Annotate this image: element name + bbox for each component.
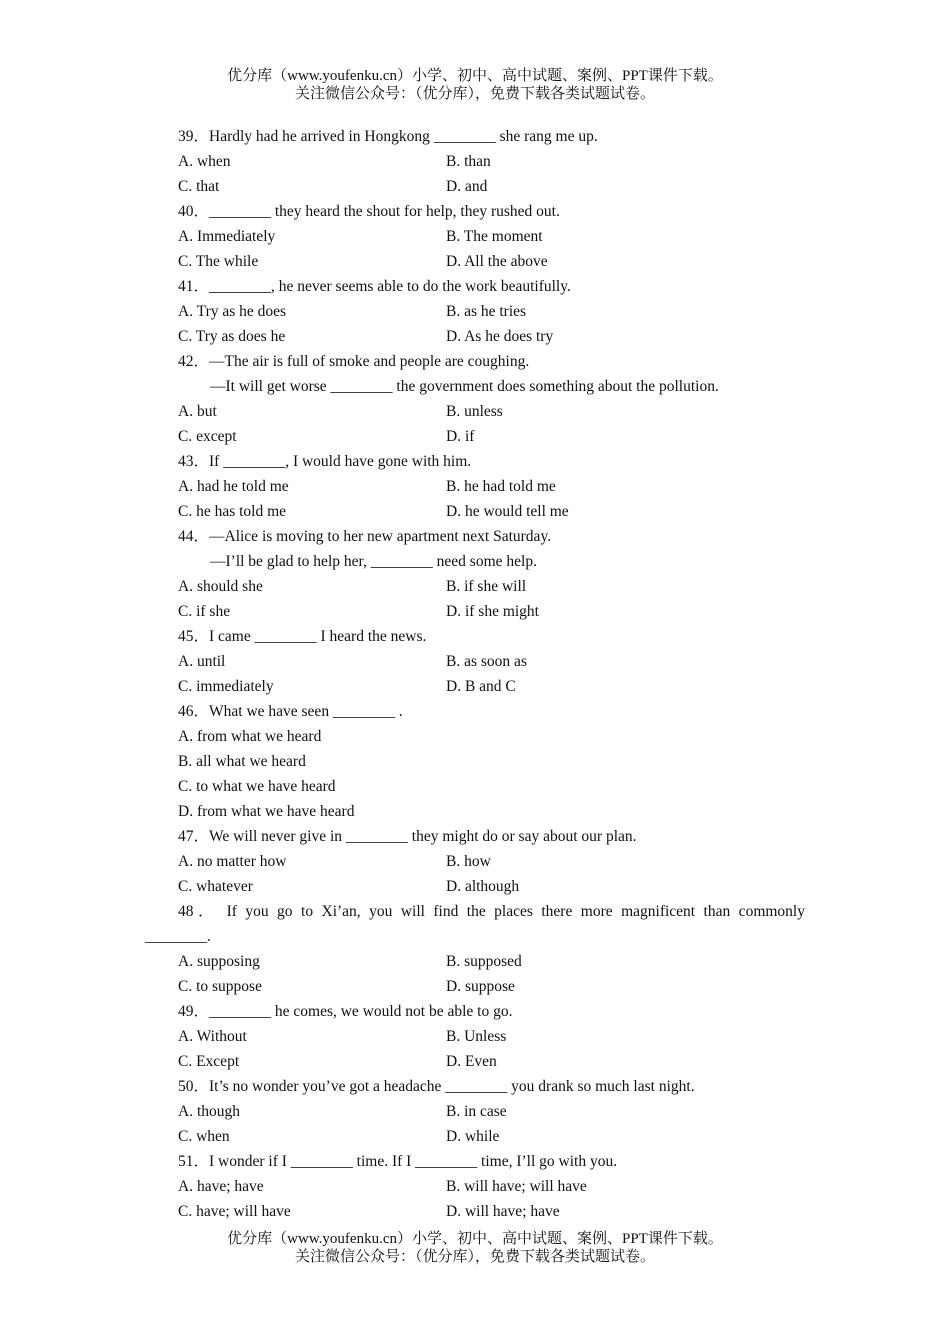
question-44-option-a: A. should she [178,578,263,595]
question-46-stem: 46．What we have seen ________ . [178,703,403,720]
question-49-option-a: A. Without [178,1028,247,1045]
question-51-option-c: C. have; will have [178,1203,291,1220]
question-45-option-c: C. immediately [178,678,274,695]
question-42-option-b: B. unless [446,403,503,420]
question-40-option-c: C. The while [178,253,259,270]
question-39-stem: 39．Hardly had he arrived in Hongkong ________ she rang me up. [178,128,598,145]
question-51-option-a: A. have; have [178,1178,264,1195]
page-header [0,67,950,103]
question-47-option-a: A. no matter how [178,853,287,870]
question-49-stem: 49．________ he comes, we would not be able to go. [178,1003,513,1020]
question-48-option-a: A. supposing [178,953,260,970]
question-51-option-d: D. will have; have [446,1203,560,1220]
question-47-option-b: B. how [446,853,491,870]
question-48-option-d: D. suppose [446,978,515,995]
question-39-option-d: D. and [446,178,488,195]
question-42-stem: 42．—The air is full of smoke and people are coughing. [178,353,530,370]
question-51-stem: 51．I wonder if I ________ time. If I ________ time, I’ll go with you. [178,1153,618,1170]
footer-line-2: 关注微信公众号：（优分库），免费下载各类试题试卷。 [294,1249,655,1265]
question-49-option-c: C. Except [178,1053,240,1070]
question-44-option-b: B. if she will [446,578,527,595]
question-41-option-d: D. As he does try [446,328,554,345]
question-39-option-a: A. when [178,153,231,170]
question-50-option-d: D. while [446,1128,500,1145]
question-40-option-d: D. All the above [446,253,548,270]
question-42-option-d: D. if [446,428,475,445]
question-40-option-b: B. The moment [446,228,543,245]
question-44-option-d: D. if she might [446,603,539,620]
question-50-stem: 50．It’s no wonder you’ve got a headache ________ you drank so much last night. [178,1078,695,1095]
question-43-option-c: C. he has told me [178,503,287,520]
question-42-option-a: A. but [178,403,217,420]
question-45-stem: 45．I came ________ I heard the news. [178,628,427,645]
question-41-option-a: A. Try as he does [178,303,287,320]
footer-line-1: 优分库（www.youfenku.cn）小学、初中、高中试题、案例、PPT课件下载。 [227,1231,723,1247]
question-47-stem: 47．We will never give in ________ they might do or say about our plan. [178,828,637,845]
question-44-option-c: C. if she [178,603,231,620]
question-40-stem: 40．________ they heard the shout for help, they rushed out. [178,203,560,220]
question-42-stem-line-2: —It will get worse ________ the government does something about the pollution. [210,378,719,395]
question-40-option-a: A. Immediately [178,228,276,245]
page-footer [0,1230,950,1266]
question-46-option-c: C. to what we have heard [178,778,336,795]
question-51-option-b: B. will have; will have [446,1178,587,1195]
question-43-option-a: A. had he told me [178,478,289,495]
question-50-option-a: A. though [178,1103,240,1120]
question-43-option-d: D. he would tell me [446,503,569,520]
question-42-option-c: C. except [178,428,237,445]
question-43-option-b: B. he had told me [446,478,556,495]
question-43-stem: 43．If ________, I would have gone with him. [178,453,472,470]
question-48-option-b: B. supposed [446,953,522,970]
question-44-stem: 44．—Alice is moving to her new apartment next Saturday. [178,528,552,545]
question-48-stem: 48． If you go to Xi’an, you will find the places there more magnificent than commonly [178,903,805,920]
question-50-option-b: B. in case [446,1103,507,1120]
question-44-stem-line-2: —I’ll be glad to help her, ________ need some help. [210,553,537,570]
question-49-option-d: D. Even [446,1053,497,1070]
question-49-option-b: B. Unless [446,1028,507,1045]
question-47-option-d: D. although [446,878,520,895]
header-line-1: 优分库（www.youfenku.cn）小学、初中、高中试题、案例、PPT课件下载。 [227,68,723,84]
question-48-option-c: C. to suppose [178,978,262,995]
question-45-option-a: A. until [178,653,226,670]
question-47-option-c: C. whatever [178,878,253,895]
question-41-stem: 41．________, he never seems able to do the work beautifully. [178,278,571,295]
question-46-option-b: B. all what we heard [178,753,306,770]
question-46-option-d: D. from what we have heard [178,803,355,820]
question-46-option-a: A. from what we heard [178,728,322,745]
header-line-2: 关注微信公众号：（优分库），免费下载各类试题试卷。 [294,86,655,102]
question-41-option-c: C. Try as does he [178,328,286,345]
question-39-option-c: C. that [178,178,220,195]
question-50-option-c: C. when [178,1128,230,1145]
question-39-option-b: B. than [446,153,491,170]
question-45-option-b: B. as soon as [446,653,527,670]
question-45-option-d: D. B and C [446,678,516,695]
question-41-option-b: B. as he tries [446,303,527,320]
question-48-stem-line-2: ________. [145,928,211,945]
